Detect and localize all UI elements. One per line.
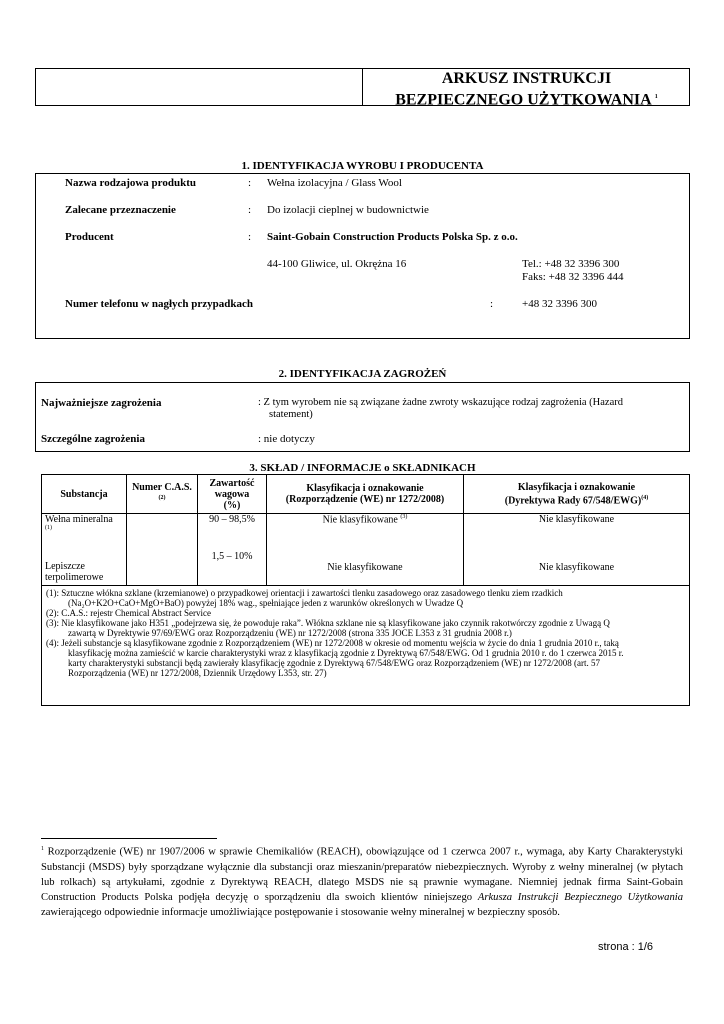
note-3b: zawartą w Dyrektywie 97/69/EWG oraz Rozporządzeniu (WE) nr 1272/2008 (strona 335 JOCE L353 z 31 grudnia 2008 r.) xyxy=(68,628,512,638)
intended-use-sep: : xyxy=(248,204,252,216)
notes-row xyxy=(42,586,690,706)
product-name-label: Nazwa rodzajowa produktu xyxy=(65,177,196,189)
note-1b: (Na₂O+K2O+CaO+MgO+BaO) powyżej 18% wag., spełniające jeden z warunków określonych w Uwadze Q xyxy=(68,598,464,608)
cell-clp: Nie klasyfikowane $^{(3)}$ Nie klasyfikowane xyxy=(267,514,464,586)
footnote-rule xyxy=(41,838,217,839)
document-title xyxy=(363,69,690,109)
product-name-sep: : xyxy=(248,177,252,189)
footnote-italic: Arkusza Instrukcji Bezpiecznego Użytkowania xyxy=(477,891,683,903)
note-3a: (3): Nie klasyfikowane jako H351 „podejrzewa się, że powoduje raka”. Włókna szklane nie są klasyfikowane jako czynnik rakotwórczy zgodnie z Uwagą Q xyxy=(46,618,610,628)
emergency-label: Numer telefonu w nagłych przypadkach xyxy=(65,298,254,310)
main-hazards-label: Najważniejsze zagrożenia xyxy=(41,397,162,409)
producer-value: Saint-Gobain Construction Products Polska Sp. z o.o. xyxy=(267,231,518,243)
intended-use-label: Zalecane przeznaczenie xyxy=(65,204,176,216)
intended-use-value: Do izolacji cieplnej w budownictwie xyxy=(267,204,429,216)
notes-cell xyxy=(42,586,690,706)
note-4c: karty charakterystyki substancji będą zawierały klasyfikację zgodnie z Dyrektywą 67/548/EWG oraz Rozporządzeniem (WE) nr 1272/2008 (art. 57 xyxy=(68,658,601,668)
section-3-title: 3. SKŁAD / INFORMACJE o SKŁADNIKACH xyxy=(249,462,476,474)
col-dsd: Klasyfikacja i oznakowanie (Dyrektywa Rady 67/548/EWG)$^{(4)}$ xyxy=(464,475,690,514)
table-header-row xyxy=(42,475,690,514)
producer-address: 44-100 Gliwice, ul. Okrężna 16 xyxy=(267,258,407,270)
footnote-marker: 1 xyxy=(41,846,44,852)
col-clp: Klasyfikacja i oznakowanie (Rozporządzenie (WE) nr 1272/2008) xyxy=(267,475,464,514)
page-number: strona : 1/6 xyxy=(598,941,654,953)
note-4b: klasyfikację można zamieścić w karcie charakterystyki wraz z klasyfikacją zgodnie z Dyrektywą 67/548/EWG. Od 1 grudnia 2010 r. do 1 czerwca 2015 r. xyxy=(68,648,624,658)
footnote-text: $^1$ Rozporządzenie (WE) nr 1907/2006 w sprawie Chemikaliów (REACH), obowiązujące od 1 czerwca 2007 r., wymaga, aby Karty Charakterystyki Substancji (MSDS) były sporządzane wyłącznie dla substancji oraz mieszanin/preparatów niebezpiecznych. Wyroby z wełny mineralnej (w płytach lub rolkach) są artykułami, zgodnie z Dyrektywą REACH, dlatego MSDS nie są prawnie wymagane. Niemniej jednak firma Saint-Gobain Construction Products Polska podjęła decyzję o sporządzeniu dla swoich klientów niniejszego Arkusza Instrukcji Bezpiecznego Użytkowania zawierającego odpowiednie informacje umożliwiające postępowanie i stosowanie wełny mineralnej w bezpieczny sposób. xyxy=(41,846,683,918)
cell-substance: Wełna mineralna (1) Lepiszcze terpolimerowe xyxy=(42,514,127,586)
special-hazards-value: : nie dotyczy xyxy=(258,433,315,445)
section-1-title: 1. IDENTYFIKACJA WYROBU I PRODUCENTA xyxy=(241,160,484,172)
producer-fax: Faks: +48 32 3396 444 xyxy=(522,271,624,283)
note-4a: (4): Jeżeli substancje są klasyfikowane zgodnie z Rozporządzeniem (WE) nr 1272/2008 w okresie od momentu wejścia w życie do dnia 1 grudnia 2010 r., taką xyxy=(46,638,619,648)
note-2: (2): C.A.S.: rejestr Chemical Abstract Service xyxy=(46,608,211,618)
table-row xyxy=(42,514,690,586)
producer-label: Producent xyxy=(65,231,114,243)
cell-dsd: Nie klasyfikowane Nie klasyfikowane xyxy=(464,514,690,586)
section-1-box xyxy=(35,173,690,339)
producer-tel: Tel.: +48 32 3396 300 xyxy=(522,258,620,270)
producer-sep: : xyxy=(248,231,252,243)
main-hazards-value-line1: : Z tym wyrobem nie są związane żadne zwroty wskazujące rodzaj zagrożenia (Hazard xyxy=(258,397,623,408)
emergency-sep: : xyxy=(490,298,494,310)
note-4d: Rozporządzenia (WE) nr 1272/2008, Dziennik Urzędowy L353, str. 27) xyxy=(68,668,327,678)
section-2-title: 2. IDENTYFIKACJA ZAGROŻEŃ xyxy=(278,368,447,380)
special-hazards-label: Szczególne zagrożenia xyxy=(41,433,145,445)
composition-table xyxy=(41,474,690,706)
title-line-2: BEZPIECZNEGO UŻYTKOWANIA $^1$ xyxy=(395,91,658,109)
note-1a: (1): Sztuczne włókna szklane (krzemianowe) o przypadkowej orientacji i zawartości tlenku zasadowego oraz zasadowego tlenku ziem rzadkich xyxy=(46,588,563,598)
col-substance: Substancja xyxy=(42,475,127,514)
col-cas: Numer C.A.S. $^{(2)}$ xyxy=(127,475,198,514)
emergency-value: +48 32 3396 300 xyxy=(522,298,597,310)
cell-content: 90 – 98,5% 1,5 – 10% xyxy=(198,514,267,586)
product-name-value: Wełna izolacyjna / Glass Wool xyxy=(267,177,402,189)
main-hazards-value-line2: statement) xyxy=(269,409,313,420)
col-content: Zawartość wagowa (%) xyxy=(198,475,267,514)
title-footnote-ref[interactable]: 1 xyxy=(654,94,658,100)
title-line-1: ARKUSZ INSTRUKCJI xyxy=(441,70,612,87)
cell-cas xyxy=(127,514,198,586)
